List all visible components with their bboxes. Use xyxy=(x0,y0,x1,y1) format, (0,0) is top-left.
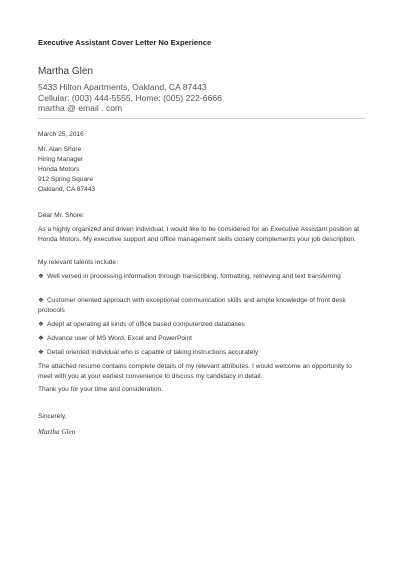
thanks-line: Thank you for your time and consideration. xyxy=(38,386,163,393)
header-divider xyxy=(38,118,365,119)
list-item xyxy=(38,320,365,330)
recipient-name: Mr. Alan Shore xyxy=(38,146,82,153)
closing-line: Sincerely, xyxy=(38,413,67,420)
document-title: Executive Assistant Cover Letter No Experience xyxy=(38,38,212,47)
recipient-title: Hiring Manager xyxy=(38,156,84,163)
sender-phones: Cellular: (003) 444-5555, Home: (005) 222-6666 xyxy=(38,93,222,103)
signature: Martha Glen xyxy=(38,428,76,436)
recipient-city: Oakland, CA 87443 xyxy=(38,186,96,193)
salutation: Dear Mr. Shore: xyxy=(38,212,85,219)
list-item xyxy=(38,348,365,358)
sender-email: martha @ email . com xyxy=(38,103,123,113)
diamond-bullet-icon: ❖ xyxy=(38,273,44,280)
list-item xyxy=(38,296,365,316)
talents-heading: My relevant talents include: xyxy=(38,259,118,266)
letter-date: March 25, 2016 xyxy=(38,131,84,138)
diamond-bullet-icon: ❖ xyxy=(38,349,44,356)
list-item-text: Customer oriented approach with exceptional communication skills and ample knowledge of front desk protocols xyxy=(38,297,346,314)
diamond-bullet-icon: ❖ xyxy=(38,335,44,342)
list-item xyxy=(38,334,365,344)
list-item-text: Adept at operating all kinds of office based computerized databases xyxy=(47,321,245,328)
diamond-bullet-icon: ❖ xyxy=(38,321,44,328)
list-item xyxy=(38,272,365,282)
sender-name: Martha Glen xyxy=(38,66,94,77)
list-item-text: Detail oriented individual who is capable of taking instructions accurately xyxy=(47,349,259,356)
sender-address: 5433 Hilton Apartments, Oakland, CA 87443 xyxy=(38,82,207,92)
recipient-street: 912 Spring Square xyxy=(38,176,93,183)
intro-paragraph: As a highly organized and driven individual, I would like to be considered for an Executive Assistant position at Honda Motors. My executive support and office management skills closely complements your job description. xyxy=(38,226,360,243)
recipient-company: Honda Motors xyxy=(38,166,80,173)
list-item-text: Well versed in processing information through transcribing, formatting, retrieving and text transferring xyxy=(47,273,341,280)
closing-paragraph: The attached resume contains complete details of my relevant attributes. I would welcome an opportunity to meet with you at your earliest convenience to discuss my candidacy in detail. xyxy=(38,363,352,380)
list-item-text: Advance user of MS Word, Excel and PowerPoint xyxy=(47,335,193,342)
diamond-bullet-icon: ❖ xyxy=(38,297,44,304)
